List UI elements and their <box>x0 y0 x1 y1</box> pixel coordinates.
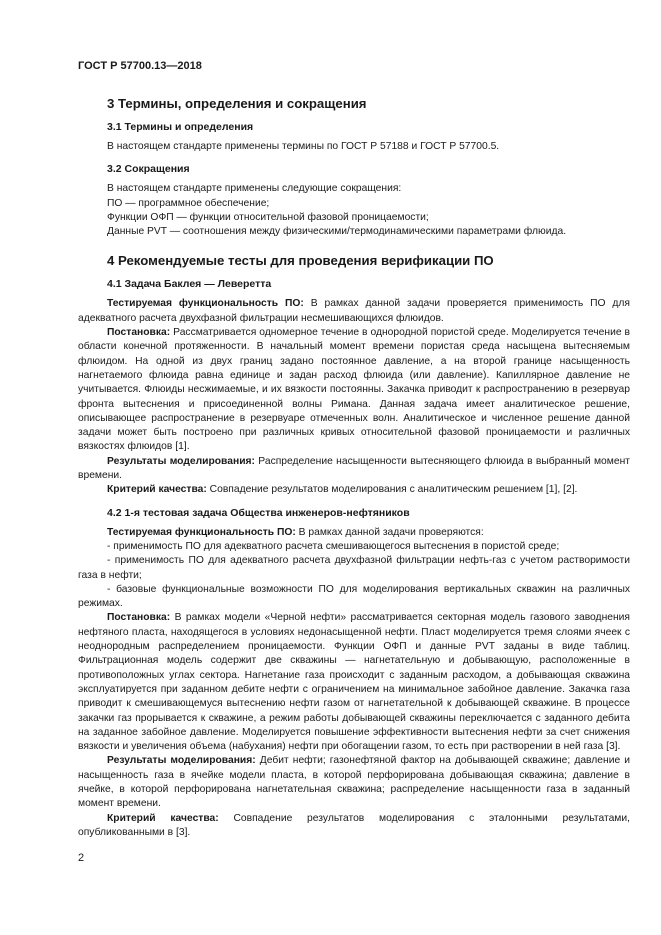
section-4-2-title: 4.2 1-я тестовая задача Общества инженеров-нефтяников <box>107 506 410 519</box>
abbreviation-item: Данные PVT — соотношения между физическими/термодинамическими параметрами флюида. <box>107 226 567 238</box>
abbreviation-item: ПО — программное обеспечение; <box>107 197 270 209</box>
label: Критерий качества: <box>107 812 219 824</box>
label: Постановка: <box>107 612 171 624</box>
label: Результаты моделирования: <box>107 455 255 467</box>
text: Совпадение результатов моделирования с аналитическим решением [1], [2]. <box>206 484 578 496</box>
s41-criterion <box>78 483 630 497</box>
abbreviation-item: Функции ОФП — функции относительной фазовой проницаемости; <box>107 211 429 223</box>
text: В рамках данной задачи проверяются: <box>295 526 484 538</box>
s42-bullet: - применимость ПО для адекватного расчета двухфазной фильтрации нефть-газ с учетом растворимости газа в нефти; <box>78 555 630 581</box>
section-3-2-title: 3.2 Сокращения <box>107 163 190 176</box>
document-header: ГОСТ Р 57700.13—2018 <box>78 60 202 72</box>
s41-results <box>78 455 630 484</box>
s42-functionality <box>78 526 630 540</box>
text: В рамках данной задачи проверяется применимость ПО для адекватного расчета двухфазной фильтрации несмешивающихся флюидов. <box>78 298 630 324</box>
section-3-title: 3 Термины, определения и сокращения <box>107 96 367 111</box>
label: Тестируемая функциональность ПО: <box>107 298 304 310</box>
s42-bullet: - применимость ПО для адекватного расчета смешивающегося вытеснения в пористой среде; <box>107 540 560 552</box>
text: Совпадение результатов моделирования с эталонными результатами, опубликованными в [3]. <box>78 812 631 838</box>
section-4-1-title: 4.1 Задача Баклея — Леверетта <box>107 278 272 291</box>
page-number: 2 <box>78 852 85 864</box>
label: Критерий качества: <box>107 484 207 496</box>
section-3-1-title: 3.1 Термины и определения <box>107 121 254 133</box>
text: Рассматривается одномерное течение в однородной пористой среде. Моделируется течение в области конечной протяженности. В начальный момент времени пористая среда насыщена вытесняемым флюидом. На одной из двух границ задано постоянное давление, а на второй границе насыщенность нагнетаемого флюида равна единице и задан расход флюида (или давление). Капиллярное давление не учитывается. Флюиды несжимаемые, и их вязкости постоянны. Закачка приводит к распространению в резервуар фронта вытеснения и присоединенной волны Римана. Данная задача имеет аналитическое решение, описывающее распространение в резервуаре отмеченных волн. Аналитическое и численное решение данной задачи может быть построено при различных кривых относительной фазовой проницаемости и различных вязкостях флюидов [1]. <box>78 327 630 453</box>
s42-criterion <box>78 812 630 841</box>
label: Тестируемая функциональность ПО: <box>107 526 296 538</box>
s42-results <box>78 754 630 811</box>
s42-setup <box>78 611 630 754</box>
section-3-2-intro: В настоящем стандарте применены следующие сокращения: <box>107 183 402 195</box>
text: В рамках модели «Черной нефти» рассматривается секторная модель газового заводнения нефтяного пласта, находящегося в условиях недонасыщенной нефти. Пласт моделируется тремя слоями ячеек с неоднородным распределением проницаемости. Функции ОФП и данные PVT заданы в виде таблиц. Фильтрационная модель содержит две скважины — нагнетательную и добывающую, расположенные в противоположных углах сектора. Нагнетание газа происходит с заданным расходом, а добывающая скважина эксплуатируется при заданном дебите нефти с ограничением на минимальное забойное давление. Закачка газа приводит к смешивающемуся вытеснению нефти газом от нагнетательной к добывающей скважине. В процессе закачки газ прорывается к скважине, а режим работы добывающей скважины переключается с заданного дебита на заданное забойное давление. Моделируется повышение эффективности вытеснения нефти за счет снижения вязкости и увеличения объема (набухания) нефти при обогащении газом, то есть при растворении в ней газа [3]. <box>78 612 630 753</box>
s42-bullet: - базовые функциональные возможности ПО для моделирования вертикальных скважин на различных режимах. <box>78 583 630 610</box>
text: Распределение насыщенности вытесняющего флюида в выбранный момент времени. <box>78 455 630 482</box>
section-4-title: 4 Рекомендуемые тесты для проведения верификации ПО <box>107 253 494 269</box>
label: Результаты моделирования: <box>107 755 256 767</box>
page-content <box>78 96 630 840</box>
section-3-1-text: В настоящем стандарте применены термины по ГОСТ Р 57188 и ГОСТ Р 57700.5. <box>107 141 500 152</box>
s41-functionality <box>78 297 630 326</box>
s41-setup <box>78 326 630 455</box>
text: Дебит нефти; газонефтяной фактор на добывающей скважине; давление и насыщенность газа в ячейке модели пласта, в которой перфорирована добывающая скважина; давление в ячейке, в которой перфорирована нагнетательная скважина; распределение насыщенности газа в заданный момент времени. <box>78 755 630 810</box>
label: Постановка: <box>107 327 171 339</box>
